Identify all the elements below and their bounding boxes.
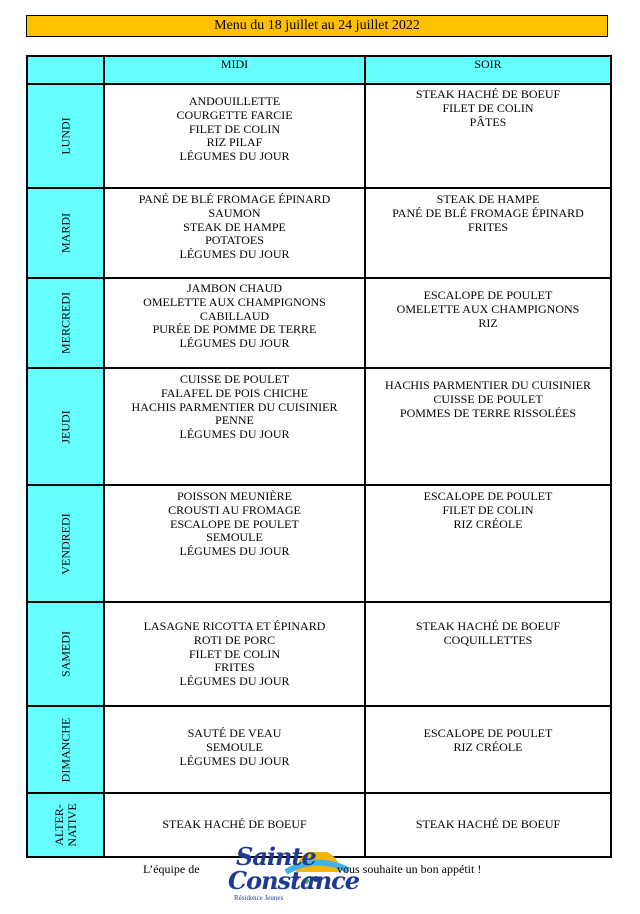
day-label: MERCREDI <box>58 291 72 355</box>
soir-cell <box>365 602 611 706</box>
midi-cell <box>104 793 365 857</box>
day-cell <box>27 485 104 602</box>
day-cell <box>27 602 104 706</box>
dish-item: HACHIS PARMENTIER DU CUISINIER <box>131 399 338 414</box>
dish-item: SAUMON <box>208 205 261 220</box>
day-label: ALTER-NATIVE <box>51 803 79 847</box>
dish-item: STEAK DE HAMPE <box>436 192 540 206</box>
midi-header: MIDI <box>104 56 365 84</box>
menu-title: Menu du 18 juillet au 24 juillet 2022 <box>26 15 608 37</box>
dish-item: PANÉ DE BLÉ FROMAGE ÉPINARD <box>138 192 331 206</box>
dish-item: ANDOUILLETTE <box>188 94 281 108</box>
dish-item: LÉGUMES DU JOUR <box>179 427 290 442</box>
midi-cell <box>104 84 365 188</box>
day-cell <box>27 368 104 485</box>
soir-cell <box>365 706 611 793</box>
table-row <box>27 602 611 706</box>
dish-item: LÉGUMES DU JOUR <box>179 149 290 164</box>
logo-subtitle: Résidence Jeunes <box>234 894 284 902</box>
dish-item: RIZ CRÉOLE <box>453 516 523 531</box>
dish-item: PANÉ DE BLÉ FROMAGE ÉPINARD <box>392 205 584 220</box>
dish-item: OMELETTE AUX CHAMPIGNONS <box>143 294 326 309</box>
day-label: LUNDI <box>58 117 72 155</box>
dish-item: LÉGUMES DU JOUR <box>179 247 290 262</box>
dish-item: STEAK HACHÉ DE BOEUF <box>415 87 561 101</box>
dish-item: SEMOULE <box>206 530 263 545</box>
day-label: MARDI <box>58 212 72 254</box>
table-row <box>27 278 611 368</box>
dish-item: LÉGUMES DU JOUR <box>179 544 290 559</box>
table-row <box>27 368 611 485</box>
dish-item: JAMBON CHAUD <box>186 281 282 295</box>
menu-table <box>26 55 612 858</box>
dish-item: ESCALOPE DE POULET <box>423 489 553 503</box>
dish-item: STEAK HACHÉ DE BOEUF <box>162 817 307 831</box>
dish-item: FILET DE COLIN <box>442 100 534 115</box>
dish-item: LÉGUMES DU JOUR <box>179 753 290 768</box>
day-cell <box>27 188 104 278</box>
midi-cell <box>104 278 365 368</box>
logo-line1: Sainte <box>236 842 316 871</box>
midi-cell <box>104 485 365 602</box>
day-cell <box>27 706 104 793</box>
day-cell <box>27 84 104 188</box>
dish-item: ESCALOPE DE POULET <box>423 726 553 740</box>
dish-item: FRITES <box>467 219 508 234</box>
dish-item: CUISSE DE POULET <box>179 372 290 386</box>
day-cell <box>27 278 104 368</box>
dish-item: HACHIS PARMENTIER DU CUISINIER <box>385 378 591 392</box>
soir-cell <box>365 793 611 857</box>
dish-item: ESCALOPE DE POULET <box>170 516 299 531</box>
midi-cell <box>104 602 365 706</box>
soir-cell <box>365 84 611 188</box>
corner-cell <box>27 56 104 84</box>
dish-item: STEAK HACHÉ DE BOEUF <box>415 619 561 633</box>
midi-cell <box>104 706 365 793</box>
dish-item: RIZ PILAF <box>206 135 263 150</box>
header-row <box>27 56 611 84</box>
midi-cell <box>104 188 365 278</box>
dish-item: CABILLAUD <box>199 308 270 323</box>
footer <box>0 842 640 914</box>
day-label: VENDREDI <box>58 512 72 575</box>
table-row <box>27 706 611 793</box>
dish-item: POTATOES <box>205 233 264 248</box>
dish-item: PURÉE DE POMME DE TERRE <box>152 322 317 337</box>
dish-item: STEAK DE HAMPE <box>183 219 286 234</box>
logo-line2: Constance <box>228 866 360 895</box>
dish-item: SEMOULE <box>206 739 263 754</box>
dish-item: CROUSTI AU FROMAGE <box>168 502 301 517</box>
soir-header: SOIR <box>365 56 611 84</box>
day-label: DIMANCHE <box>58 717 72 782</box>
footer-text-after: vous souhaite un bon appétit ! <box>337 862 482 876</box>
table-row <box>27 84 611 188</box>
midi-cell <box>104 368 365 485</box>
dish-item: COQUILLETTES <box>443 632 533 647</box>
dish-item: RIZ <box>478 315 498 330</box>
dish-item: FRITES <box>214 660 255 675</box>
table-row <box>27 188 611 278</box>
soir-cell <box>365 485 611 602</box>
dish-item: FALAFEL DE POIS CHICHE <box>160 385 308 400</box>
day-label: SAMEDI <box>58 630 72 678</box>
dish-item: LÉGUMES DU JOUR <box>179 336 290 351</box>
soir-cell <box>365 278 611 368</box>
dish-item: RIZ CRÉOLE <box>453 739 523 754</box>
dish-item: COURGETTE FARCIE <box>176 107 293 122</box>
dish-item: POISSON MEUNIÈRE <box>176 489 292 503</box>
table-row <box>27 793 611 857</box>
dish-item: FILET DE COLIN <box>188 646 281 661</box>
day-label: JEUDI <box>58 409 72 444</box>
dish-item: SAUTÉ DE VEAU <box>187 726 282 740</box>
dish-item: FILET DE COLIN <box>188 121 281 136</box>
dish-item: LASAGNE RICOTTA ET ÉPINARD <box>143 619 326 633</box>
dish-item: LÉGUMES DU JOUR <box>179 674 290 689</box>
dish-item: ROTI DE PORC <box>193 632 276 647</box>
dish-item: POMMES DE TERRE RISSOLÉES <box>399 405 577 420</box>
dish-item: PÂTES <box>469 114 507 129</box>
dish-item: CUISSE DE POULET <box>433 391 543 406</box>
footer-text-before: L’équipe de <box>143 862 200 876</box>
dish-item: ESCALOPE DE POULET <box>423 288 553 302</box>
dish-item: PENNE <box>215 413 254 428</box>
soir-cell <box>365 368 611 485</box>
dish-item: OMELETTE AUX CHAMPIGNONS <box>396 301 580 316</box>
day-cell <box>27 793 104 857</box>
soir-cell <box>365 188 611 278</box>
dish-item: FILET DE COLIN <box>442 502 534 517</box>
table-row <box>27 485 611 602</box>
dish-item: STEAK HACHÉ DE BOEUF <box>415 817 561 831</box>
